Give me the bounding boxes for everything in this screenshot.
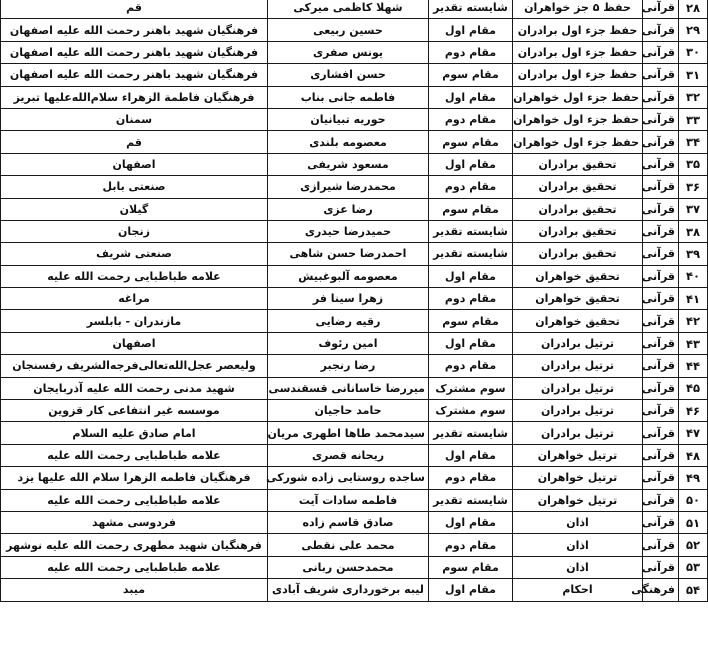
rank-cell: شایسته تقدیر [429,0,513,19]
participant-name: حسین ربیعی [268,19,429,41]
competition-group: قرآنی [643,131,679,153]
table-row [1,265,708,287]
participant-name: رضا رنجبر [268,355,429,377]
university-name: فردوسی مشهد [1,511,268,533]
table-row [1,422,708,444]
competition-field: احکام [513,579,643,601]
table-row [1,288,708,310]
row-number: ۳۳ [679,108,708,130]
row-number: ۳۴ [679,131,708,153]
competition-field: اذان [513,511,643,533]
table-row [1,579,708,601]
participant-name: ساجده روستایی زاده شورکی [268,467,429,489]
participant-name: لیبه برخورداری شریف آبادی [268,579,429,601]
table-row [1,489,708,511]
table-row [1,310,708,332]
rank-cell: مقام دوم [429,108,513,130]
competition-group: قرآنی [643,176,679,198]
competition-group: قرآنی [643,64,679,86]
rank-cell: مقام اول [429,19,513,41]
competition-field: تحقیق برادران [513,176,643,198]
competition-field: ترتیل برادران [513,377,643,399]
rank-cell: سوم مشترک [429,400,513,422]
university-name: فرهنگیان فاطمه الزهرا سلام الله علیها یزد [1,467,268,489]
table-row [1,534,708,556]
row-number: ۲۸ [679,0,708,19]
competition-field: تحقیق خواهران [513,288,643,310]
row-number: ۴۴ [679,355,708,377]
university-name: صنعتی بابل [1,176,268,198]
university-name: میبد [1,579,268,601]
competition-group: قرآنی [643,556,679,578]
row-number: ۴۲ [679,310,708,332]
row-number: ۵۴ [679,579,708,601]
table-row [1,64,708,86]
competition-group: قرآنی [643,400,679,422]
rank-cell: مقام اول [429,86,513,108]
competition-group: قرآنی [643,198,679,220]
rank-cell: مقام اول [429,153,513,175]
row-number: ۳۶ [679,176,708,198]
row-number: ۵۱ [679,511,708,533]
table-row [1,400,708,422]
participant-name: یونس صفری [268,41,429,63]
competition-field: ترتیل برادران [513,422,643,444]
row-number: ۳۰ [679,41,708,63]
row-number: ۵۲ [679,534,708,556]
table-row [1,467,708,489]
university-name: مراغه [1,288,268,310]
competition-field: ترتیل برادران [513,400,643,422]
table-row [1,108,708,130]
table-row [1,377,708,399]
university-name: فرهنگیان شهید مطهری رحمت الله علیه نوشهر [1,534,268,556]
university-name: اصفهان [1,332,268,354]
table-row [1,0,708,19]
participant-name: معصومه بلندی [268,131,429,153]
competition-group: قرآنی [643,377,679,399]
competition-group: قرآنی [643,86,679,108]
table-row [1,86,708,108]
participant-name: فاطمه سادات آیت [268,489,429,511]
competition-field: حفظ جزء اول برادران [513,19,643,41]
university-name: مازندران - بابلسر [1,310,268,332]
competition-field: ترتیل خواهران [513,444,643,466]
rank-cell: مقام دوم [429,41,513,63]
rank-cell: مقام دوم [429,176,513,198]
university-name: قم [1,131,268,153]
university-name: علامه طباطبایی رحمت الله علیه [1,265,268,287]
university-name: علامه طباطبایی رحمت الله علیه [1,489,268,511]
competition-group: قرآنی [643,422,679,444]
participant-name: سیدمحمد طاها اطهری مریان [268,422,429,444]
participant-name: شهلا کاظمی میرکی [268,0,429,19]
university-name: سمنان [1,108,268,130]
competition-group: قرآنی [643,243,679,265]
participant-name: صادق قاسم زاده [268,511,429,533]
row-number: ۴۷ [679,422,708,444]
participant-name: محمدحسن ربانی [268,556,429,578]
competition-group: قرآنی [643,444,679,466]
competition-field: حفظ جزء اول خواهران [513,108,643,130]
row-number: ۳۱ [679,64,708,86]
participant-name: حمیدرضا حیدری [268,220,429,242]
table-row [1,444,708,466]
rank-cell: مقام سوم [429,556,513,578]
university-name: شهید مدنی رحمت الله علیه آذربایجان [1,377,268,399]
competition-field: تحقیق برادران [513,243,643,265]
table-row [1,511,708,533]
rank-cell: مقام سوم [429,64,513,86]
university-name: قم [1,0,268,19]
university-name: گیلان [1,198,268,220]
competition-group: قرآنی [643,153,679,175]
row-number: ۳۷ [679,198,708,220]
participant-name: ریحانه قصری [268,444,429,466]
participant-name: محمد علی نقطی [268,534,429,556]
row-number: ۴۶ [679,400,708,422]
row-number: ۳۹ [679,243,708,265]
competition-field: ترتیل برادران [513,355,643,377]
row-number: ۴۵ [679,377,708,399]
rank-cell: مقام دوم [429,534,513,556]
participant-name: زهرا سینا فر [268,288,429,310]
table-row [1,19,708,41]
participant-name: رضا عزی [268,198,429,220]
competition-field: حفظ ۵ جز خواهران [513,0,643,19]
competition-group: فرهنگی [643,579,679,601]
competition-group: قرآنی [643,489,679,511]
participant-name: حامد حاجیان [268,400,429,422]
competition-group: قرآنی [643,19,679,41]
table-row [1,243,708,265]
university-name: اصفهان [1,153,268,175]
competition-group: قرآنی [643,310,679,332]
competition-field: تحقیق برادران [513,198,643,220]
university-name: صنعتی شریف [1,243,268,265]
table-row [1,176,708,198]
competition-field: حفظ جزء اول برادران [513,41,643,63]
row-number: ۳۵ [679,153,708,175]
participant-name: حوریه تبیانیان [268,108,429,130]
competition-group: قرآنی [643,265,679,287]
participant-name: فاطمه جانی بناب [268,86,429,108]
competition-field: حفظ جزء اول خواهران [513,86,643,108]
participant-name: امین رئوف [268,332,429,354]
competition-field: اذان [513,534,643,556]
competition-field: ترتیل برادران [513,332,643,354]
competition-field: تحقیق برادران [513,153,643,175]
rank-cell: مقام دوم [429,467,513,489]
university-name: فرهنگیان شهید باهنر رحمت الله علیه اصفهان [1,41,268,63]
university-name: امام صادق علیه السلام [1,422,268,444]
rank-cell: شایسته تقدیر [429,489,513,511]
competition-field: ترتیل خواهران [513,489,643,511]
row-number: ۵۰ [679,489,708,511]
rank-cell: مقام دوم [429,288,513,310]
table-row [1,332,708,354]
table-row [1,153,708,175]
row-number: ۴۳ [679,332,708,354]
university-name: موسسه غیر انتفاعی کار قزوین [1,400,268,422]
rank-cell: مقام سوم [429,310,513,332]
rank-cell: مقام اول [429,444,513,466]
rank-cell: شایسته تقدیر [429,422,513,444]
rank-cell: مقام اول [429,579,513,601]
university-name: ولیعصر عجل‌الله‌تعالی‌فرجه‌الشریف رفسنجان [1,355,268,377]
participant-name: میررضا خاسانانی قسقندسی [268,377,429,399]
rank-cell: سوم مشترک [429,377,513,399]
competition-group: قرآنی [643,288,679,310]
row-number: ۴۹ [679,467,708,489]
competition-group: قرآنی [643,467,679,489]
participant-name: محمدرضا شیرازی [268,176,429,198]
row-number: ۳۲ [679,86,708,108]
competition-group: قرآنی [643,0,679,19]
university-name: فرهنگیان شهید باهنر رحمت الله علیه اصفهان [1,19,268,41]
university-name: زنجان [1,220,268,242]
table-row [1,355,708,377]
participant-name: حسن افشاری [268,64,429,86]
competition-group: قرآنی [643,220,679,242]
competition-field: اذان [513,556,643,578]
row-number: ۴۱ [679,288,708,310]
university-name: علامه طباطبایی رحمت الله علیه [1,556,268,578]
participant-name: معصومه آلبوغبیش [268,265,429,287]
table-row [1,41,708,63]
row-number: ۵۳ [679,556,708,578]
university-name: علامه طباطبایی رحمت الله علیه [1,444,268,466]
rank-cell: شایسته تقدیر [429,243,513,265]
university-name: فرهنگیان فاطمة الزهراء سلام‌الله‌علیها تبریز [1,86,268,108]
table-row [1,131,708,153]
participant-name: رقیه رضایی [268,310,429,332]
competition-group: قرآنی [643,534,679,556]
rank-cell: شایسته تقدیر [429,220,513,242]
competition-group: قرآنی [643,355,679,377]
row-number: ۳۸ [679,220,708,242]
table-row [1,556,708,578]
competition-field: تحقیق خواهران [513,310,643,332]
competition-group: قرآنی [643,108,679,130]
table-row [1,220,708,242]
awards-table-body [1,0,708,601]
competition-field: تحقیق برادران [513,220,643,242]
university-name: فرهنگیان شهید باهنر رحمت الله علیه اصفهان [1,64,268,86]
row-number: ۴۸ [679,444,708,466]
competition-field: حفظ جزء اول برادران [513,64,643,86]
participant-name: احمدرضا حسن شاهی [268,243,429,265]
rank-cell: مقام سوم [429,131,513,153]
competition-field: ترتیل خواهران [513,467,643,489]
competition-group: قرآنی [643,332,679,354]
row-number: ۲۹ [679,19,708,41]
competition-field: حفظ جزء اول خواهران [513,131,643,153]
competition-group: قرآنی [643,41,679,63]
rank-cell: مقام سوم [429,198,513,220]
rank-cell: مقام اول [429,265,513,287]
rank-cell: مقام اول [429,332,513,354]
rank-cell: مقام دوم [429,355,513,377]
competition-group: قرآنی [643,511,679,533]
participant-name: مسعود شریفی [268,153,429,175]
competition-field: تحقیق خواهران [513,265,643,287]
row-number: ۴۰ [679,265,708,287]
table-row [1,198,708,220]
rank-cell: مقام اول [429,511,513,533]
